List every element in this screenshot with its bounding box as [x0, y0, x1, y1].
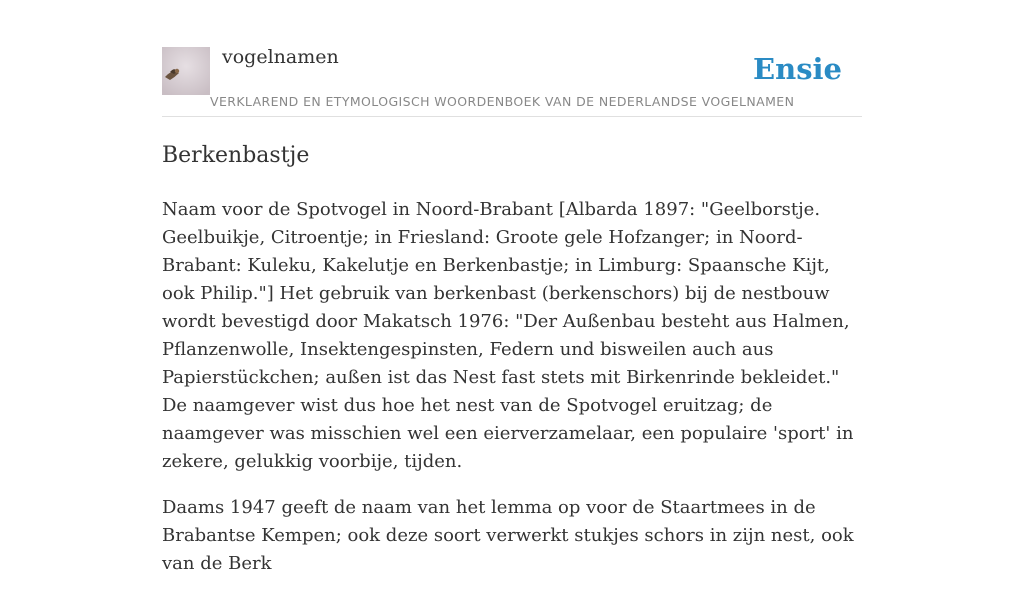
bird-photo-icon — [162, 47, 210, 95]
site-name-link[interactable]: vogelnamen — [222, 46, 339, 68]
article-paragraph: Naam voor de Spotvogel in Noord-Brabant [Albarda 1897: "Geelborstje. Geelbuikje, Citroentje; in Friesland: Groote gele Hofzanger; in Noord-Brabant: Kuleku, Kakelutje en Berkenbastje; in Limburg: Spaansche Kijt, ook Philip."] Het gebruik van berkenbast (berkenschors) bij de nestbouw wordt bevestigd door Makatsch 1976: "Der Außenbau besteht aus Halmen, Pflanzenwolle, Insektengespinsten, Federn und bisweilen auch aus Papierstückchen; außen ist das Nest fast stets mit Birkenrinde bekleidet." De naamgever wist dus hoe het nest van de Spotvogel eruitzag; de naamgever was misschien wel een eierverzamelaar, een populaire 'sport' in zekere, gelukkig voorbije, tijden. — [162, 199, 854, 472]
page-container — [162, 0, 862, 596]
site-header — [162, 0, 862, 117]
article-title: Berkenbastje — [162, 143, 310, 168]
ensie-logo-link[interactable]: Ensie — [753, 52, 842, 86]
article-content — [162, 117, 862, 578]
article-paragraph: Daams 1947 geeft de naam van het lemma op voor de Staartmees in de Brabantse Kempen; ook deze soort verwerkt stukjes schors in zijn nest, ook van de Berk — [162, 497, 854, 574]
site-subtitle: VERKLAREND EN ETYMOLOGISCH WOORDENBOEK VAN DE NEDERLANDSE VOGELNAMEN — [210, 94, 795, 109]
avatar[interactable] — [162, 47, 210, 95]
